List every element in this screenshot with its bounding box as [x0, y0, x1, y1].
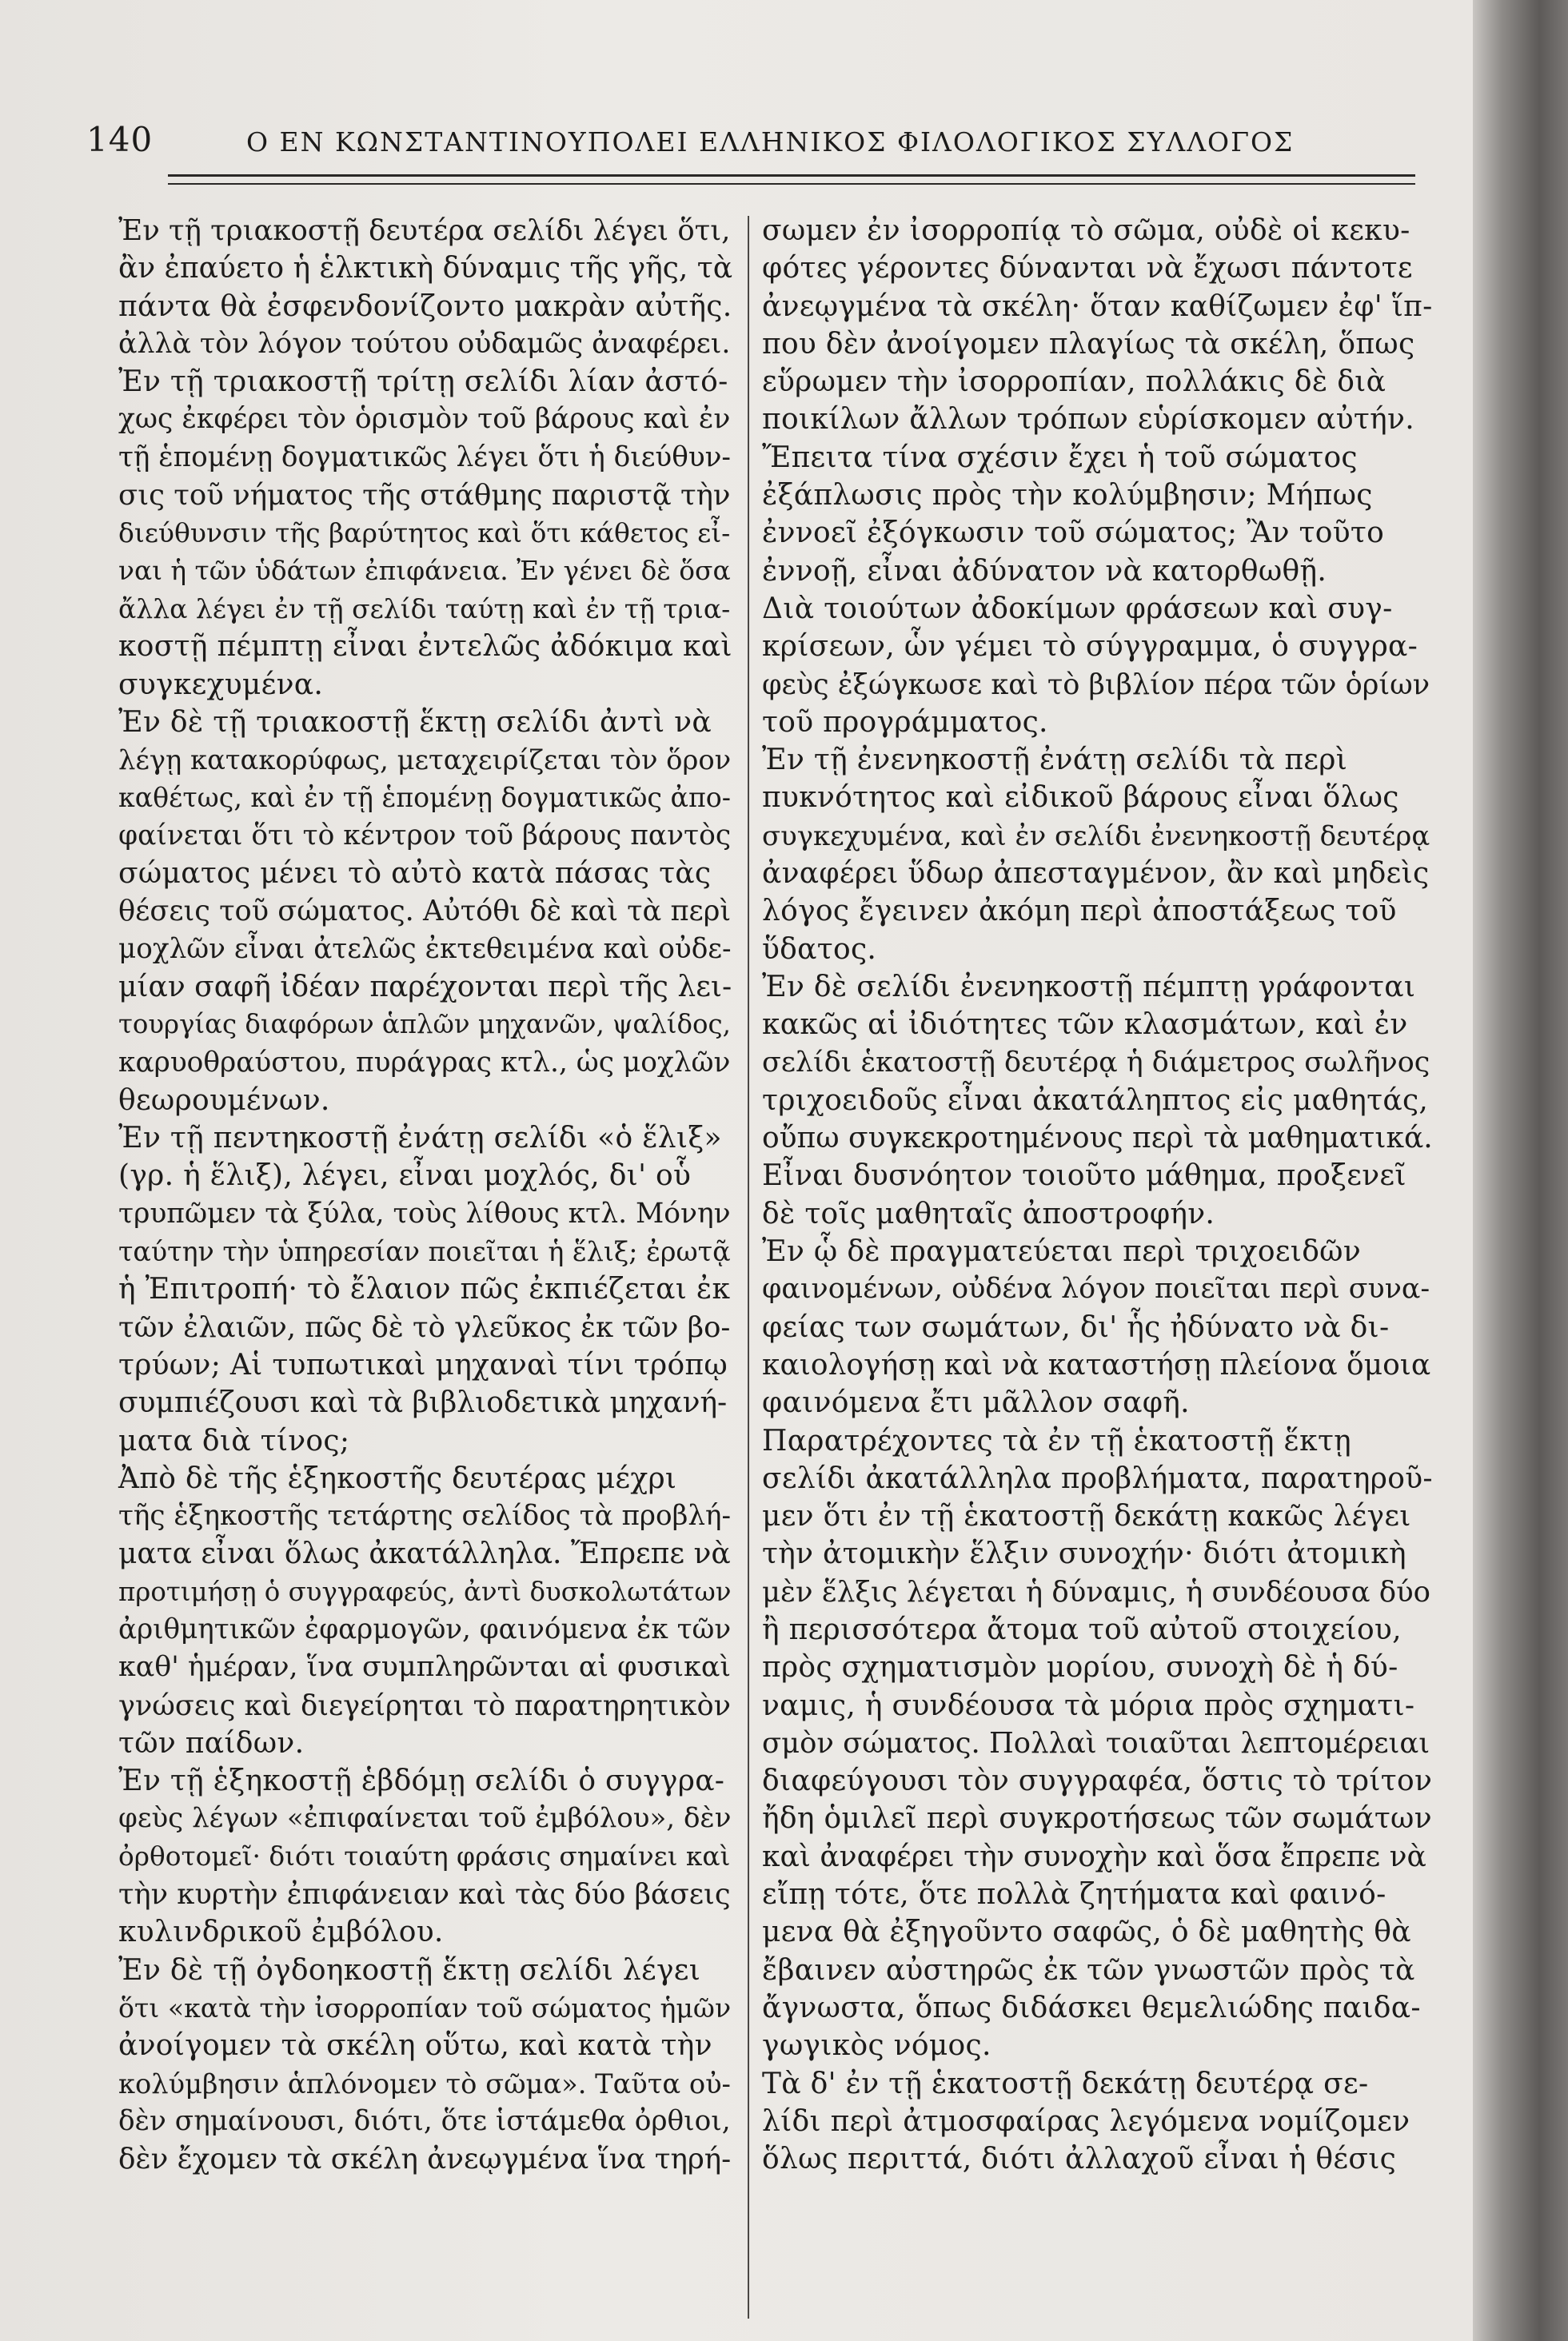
text-line: ἐξάπλωσις πρὸς τὴν κολύμβησιν; Μήπως	[762, 479, 1373, 512]
text-line: ὅτι «κατὰ τὴν ἰσορροπίαν τοῦ σώματος ἡμῶν	[118, 1992, 732, 2024]
text-line: γωγικὸς νόμος.	[762, 2029, 991, 2063]
text-line: τοῦ προγράμματος.	[762, 705, 1048, 739]
text-line: Διὰ τοιούτων ἀδοκίμων φράσεων καὶ συγ-	[762, 592, 1393, 625]
text-line: σμὸν σώματος. Πολλαὶ τοιαῦται λεπτομέρειαι	[762, 1726, 1430, 1760]
text-line: σώματος μένει τὸ αὐτὸ κατὰ πάσας τὰς	[118, 857, 712, 891]
text-line: που δὲν ἀνοίγομεν πλαγίως τὰ σκέλη, ὅπως	[762, 327, 1415, 361]
text-line: μενα θὰ ἐξηγοῦντο σαφῶς, ὁ δὲ μαθητὴς θὰ	[762, 1916, 1411, 1949]
text-line: τουργίας διαφόρων ἁπλῶν μηχανῶν, ψαλίδος,	[118, 1009, 731, 1040]
text-line: Ἐν τῇ τριακοστῇ τρίτῃ σελίδι λίαν ἀστό-	[118, 365, 728, 399]
running-title: Ο ΕΝ ΚΩΝΣΤΑΝΤΙΝΟΥΠΟΛΕΙ ΕΛΛΗΝΙΚΟΣ ΦΙΛΟΛΟΓΙΚΟΣ ΣΥΛΛΟΓΟΣ	[246, 126, 1295, 158]
text-line: λόγος ἔγεινεν ἀκόμη περὶ ἀποστάξεως τοῦ	[762, 895, 1397, 928]
text-line: κακῶς αἱ ἰδιότητες τῶν κλασμάτων, καὶ ἐν	[762, 1008, 1408, 1042]
text-line: καρυοθραύστου, πυράγρας κτλ., ὡς μοχλῶν	[118, 1046, 731, 1079]
text-line: ἔβαινεν αὐστηρῶς ἐκ τῶν γνωστῶν πρὸς τὰ	[762, 1953, 1415, 1987]
text-line: τῶν παίδων.	[118, 1726, 305, 1760]
text-line: Ἐν δὲ τῇ ὀγδοηκοστῇ ἕκτῃ σελίδι λέγει	[118, 1953, 701, 1987]
text-line: ἐννοῇ, εἶναι ἀδύνατον νὰ κατορθωθῇ.	[762, 554, 1327, 588]
text-line: ὀρθοτομεῖ· διότι τοιαύτη φράσις σημαίνει καὶ	[118, 1840, 731, 1872]
text-line: πυκνότητος καὶ εἰδικοῦ βάρους εἶναι ὅλως	[762, 781, 1399, 815]
text-line: δὲ τοῖς μαθηταῖς ἀποστροφήν.	[762, 1197, 1215, 1230]
text-line: τῶν ἐλαιῶν, πῶς δὲ τὸ γλεῦκος ἐκ τῶν βο-	[118, 1310, 731, 1344]
text-line: κρίσεων, ὧν γέμει τὸ σύγγραμμα, ὁ συγγρα-	[762, 630, 1418, 664]
text-line: ἢ περισσότερα ἄτομα τοῦ αὐτοῦ στοιχείου,	[762, 1613, 1402, 1646]
text-line: θέσεις τοῦ σώματος. Αὐτόθι δὲ καὶ τὰ περὶ	[118, 895, 732, 928]
text-line: θεωρουμένων.	[118, 1083, 330, 1117]
text-line: τρύων; Αἱ τυπωτικαὶ μηχαναὶ τίνι τρόπῳ	[118, 1348, 728, 1382]
text-line: δὲν ἔχομεν τὰ σκέλη ἀνεῳγμένα ἵνα τηρή-	[118, 2143, 732, 2176]
text-line: τριχοειδοῦς εἶναι ἀκατάληπτος εἰς μαθητάς,	[762, 1083, 1429, 1117]
text-line: ταύτην τὴν ὑπηρεσίαν ποιεῖται ἡ ἕλιξ; ἐρωτᾷ	[118, 1236, 731, 1268]
text-line: ἂν ἐπαύετο ἡ ἑλκτικὴ δύναμις τῆς γῆς, τὰ	[118, 252, 733, 285]
text-line: Ἐν τῇ ἑξηκοστῇ ἑβδόμῃ σελίδι ὁ συγγρα-	[118, 1765, 725, 1798]
text-line: ἀριθμητικῶν ἐφαρμογῶν, φαινόμενα ἐκ τῶν	[118, 1613, 732, 1645]
column-divider	[748, 216, 749, 2319]
text-line: Ἐν τῇ πεντηκοστῇ ἐνάτῃ σελίδι «ὁ ἕλιξ»	[118, 1122, 722, 1155]
text-line: ἤδη ὁμιλεῖ περὶ συγκροτήσεως τῶν σωμάτων	[762, 1802, 1432, 1836]
text-line: ἄλλα λέγει ἐν τῇ σελίδι ταύτῃ καὶ ἐν τῇ τρια-	[118, 592, 731, 624]
left-column	[118, 212, 734, 2178]
text-line: προτιμήσῃ ὁ συγγραφεύς, ἀντὶ δυσκολωτάτων	[118, 1576, 732, 1607]
text-line: ποικίλων ἄλλων τρόπων εὑρίσκομεν αὐτήν.	[762, 403, 1414, 437]
text-line: Ἐν δὲ τῇ τριακοστῇ ἕκτῃ σελίδι ἀντὶ νὰ	[118, 705, 712, 739]
text-line: λέγῃ κατακορύφως, μεταχειρίζεται τὸν ὅρον	[118, 744, 732, 776]
text-line: κυλινδρικοῦ ἐμβόλου.	[118, 1916, 444, 1949]
text-line: ὅλως περιττά, διότι ἀλλαχοῦ εἶναι ἡ θέσις	[762, 2143, 1397, 2176]
text-line: Ἐν τῇ τριακοστῇ δευτέρα σελίδι λέγει ὅτι,	[118, 214, 731, 247]
text-line: Ἀπὸ δὲ τῆς ἑξηκοστῆς δευτέρας μέχρι	[118, 1462, 677, 1495]
text-line: φαινομένων, οὐδένα λόγον ποιεῖται περὶ συνα-	[762, 1273, 1430, 1306]
text-line: συγκεχυμένα.	[118, 668, 324, 701]
text-line: εἴπῃ τότε, ὅτε πολλὰ ζητήματα καὶ φαινό-	[762, 1878, 1386, 1912]
text-line: ἄγνωστα, ὅπως διδάσκει θεμελιώδης παιδα-	[762, 1991, 1421, 2024]
text-line: ἀνεῳγμένα τὰ σκέλη· ὅταν καθίζωμεν ἐφ' ἵπ-	[762, 289, 1433, 323]
text-line: συγκεχυμένα, καὶ ἐν σελίδι ἐνενηκοστῇ δευτέρᾳ	[762, 820, 1430, 851]
text-line: λίδι περὶ ἀτμοσφαίρας λεγόμενα νομίζομεν	[762, 2104, 1410, 2138]
text-line: ἀνοίγομεν τὰ σκέλη οὕτω, καὶ κατὰ τὴν	[118, 2029, 712, 2063]
text-line: σελίδι ἑκατοστῇ δευτέρᾳ ἡ διάμετρος σωλῆνος	[762, 1046, 1430, 1079]
text-line: δὲν σημαίνουσι, διότι, ὅτε ἱστάμεθα ὀρθιοι,	[118, 2104, 731, 2137]
text-line: ναι ἡ τῶν ὑδάτων ἐπιφάνεια. Ἐν γένει δὲ ὅσα	[118, 555, 731, 586]
text-line: τῇ ἑπομένῃ δογματικῶς λέγει ὅτι ἡ διεύθυν-	[118, 441, 731, 473]
text-line: σις τοῦ νήματος τῆς στάθμης παριστᾷ τὴν	[118, 479, 731, 512]
text-line: ματα διὰ τίνος;	[118, 1424, 350, 1458]
text-line: Παρατρέχοντες τὰ ἐν τῇ ἑκατοστῇ ἕκτῃ	[762, 1424, 1352, 1458]
header-rule	[168, 174, 1415, 177]
text-line: ἐννοεῖ ἐξόγκωσιν τοῦ σώματος; Ἂν τοῦτο	[762, 516, 1385, 550]
text-line: ματα εἶναι ὅλως ἀκατάλληλα. Ἔπρεπε νὰ	[118, 1537, 731, 1571]
text-line: (γρ. ἡ ἕλιξ), λέγει, εἶναι μοχλός, δι' οὗ	[118, 1159, 692, 1193]
text-line: ἡ Ἐπιτροπή· τὸ ἔλαιον πῶς ἐκπιέζεται ἐκ	[118, 1273, 731, 1306]
text-line: καθ' ἡμέραν, ἵνα συμπληρῶνται αἱ φυσικαὶ	[118, 1651, 731, 1684]
text-line: ναμις, ἡ συνδέουσα τὰ μόρια πρὸς σχηματι-	[762, 1689, 1415, 1722]
text-line: διαφεύγουσι τὸν συγγραφέα, ὅστις τὸ τρίτον	[762, 1765, 1433, 1798]
text-line: φείας των σωμάτων, δι' ἧς ἠδύνατο νὰ δι-	[762, 1310, 1390, 1344]
text-line: τὴν ἀτομικὴν ἕλξιν συνοχήν· διότι ἀτομικὴ	[762, 1537, 1406, 1571]
text-line: πρὸς σχηματισμὸν μορίου, συνοχὴ δὲ ἡ δύ-	[762, 1651, 1398, 1685]
text-line: καθέτως, καὶ ἐν τῇ ἑπομένῃ δογματικῶς ἀπο-	[118, 782, 731, 814]
text-line: χως ἐκφέρει τὸν ὁρισμὸν τοῦ βάρους καὶ ἐν	[118, 403, 731, 436]
text-line: ἀναφέρει ὕδωρ ἀπεσταγμένον, ἂν καὶ μηδεὶς	[762, 857, 1430, 891]
page-edge-shadow	[1473, 0, 1568, 2341]
text-line: φεὺς ἐξώγκωσε καὶ τὸ βιβλίον πέρα τῶν ὁρίων	[762, 668, 1430, 701]
text-line: πάντα θὰ ἐσφενδονίζοντο μακρὰν αὐτῆς.	[118, 289, 732, 323]
text-line: σελίδι ἀκατάλληλα προβλήματα, παρατηροῦ-	[762, 1462, 1433, 1495]
text-line: καιολογήσῃ καὶ νὰ καταστήσῃ πλείονα ὅμοια	[762, 1348, 1431, 1382]
text-line: οὔπω συγκεκροτημένους περὶ τὰ μαθηματικά.	[762, 1122, 1433, 1155]
text-line: καὶ ἀναφέρει τὴν συνοχὴν καὶ ὅσα ἔπρεπε νὰ	[762, 1840, 1426, 1873]
header-rule-thin	[168, 183, 1415, 185]
text-line: μοχλῶν εἶναι ἀτελῶς ἐκτεθειμένα καὶ οὐδε-	[118, 932, 732, 965]
text-line: Ἐν τῇ ἐνενηκοστῇ ἐνάτῃ σελίδι τὰ περὶ	[762, 744, 1348, 777]
text-line: Ἐν δὲ σελίδι ἐνενηκοστῇ πέμπτῃ γράφονται	[762, 970, 1416, 1003]
text-line: τρυπῶμεν τὰ ξύλα, τοὺς λίθους κτλ. Μόνην	[118, 1197, 731, 1230]
text-line: συμπιέζουσι καὶ τὰ βιβλιοδετικὰ μηχανή-	[118, 1386, 728, 1420]
text-line: φότες γέροντες δύνανται νὰ ἔχωσι πάντοτε	[762, 252, 1413, 285]
text-line: τὴν κυρτὴν ἐπιφάνειαν καὶ τὰς δύο βάσεις	[118, 1878, 731, 1912]
page-header	[86, 120, 1295, 168]
text-line: εὕρωμεν τὴν ἰσορροπίαν, πολλάκις δὲ διὰ	[762, 365, 1386, 399]
text-line: μίαν σαφῆ ἰδέαν παρέχονται περὶ τῆς λει-	[118, 970, 732, 1003]
page-number: 140	[86, 120, 154, 159]
text-line: κολύμβησιν ἁπλόνομεν τὸ σῶμα». Ταῦτα οὐ-	[118, 2068, 731, 2100]
text-line: Εἶναι δυσνόητον τοιοῦτο μάθημα, προξενεῖ	[762, 1159, 1406, 1193]
text-line: κοστῇ πέμπτῃ εἶναι ἐντελῶς ἀδόκιμα καὶ	[118, 630, 732, 664]
text-line: Ἐν ᾧ δὲ πραγματεύεται περὶ τριχοειδῶν	[762, 1235, 1362, 1269]
text-line: ἀλλὰ τὸν λόγον τούτου οὐδαμῶς ἀναφέρει.	[118, 327, 731, 360]
text-line: Ἔπειτα τίνα σχέσιν ἔχει ἡ τοῦ σώματος	[762, 441, 1358, 474]
right-column	[762, 212, 1434, 2178]
text-line: Τὰ δ' ἐν τῇ ἑκατοστῇ δεκάτῃ δευτέρᾳ σε-	[762, 2067, 1369, 2100]
text-line: φαίνεται ὅτι τὸ κέντρον τοῦ βάρους παντὸς	[118, 819, 732, 851]
text-line: γνώσεις καὶ διεγείρηται τὸ παρατηρητικὸν	[118, 1689, 731, 1722]
text-line: τῆς ἑξηκοστῆς τετάρτης σελίδος τὰ προβλή-	[118, 1500, 731, 1533]
text-line: μεν ὅτι ἐν τῇ ἑκατοστῇ δεκάτῃ κακῶς λέγει	[762, 1500, 1411, 1533]
text-line: ὕδατος.	[762, 932, 877, 966]
text-line: φαινόμενα ἔτι μᾶλλον σαφῆ.	[762, 1386, 1190, 1420]
text-line: μὲν ἕλξις λέγεται ἡ δύναμις, ἡ συνδέουσα δύο	[762, 1575, 1430, 1609]
text-line: διεύθυνσιν τῆς βαρύτητος καὶ ὅτι κάθετος εἶ-	[118, 517, 731, 549]
text-line: φεὺς λέγων «ἐπιφαίνεται τοῦ ἐμβόλου», δὲν	[118, 1802, 732, 1835]
text-line: σωμεν ἐν ἰσορροπίᾳ τὸ σῶμα, οὐδὲ οἱ κεκυ-	[762, 214, 1410, 247]
